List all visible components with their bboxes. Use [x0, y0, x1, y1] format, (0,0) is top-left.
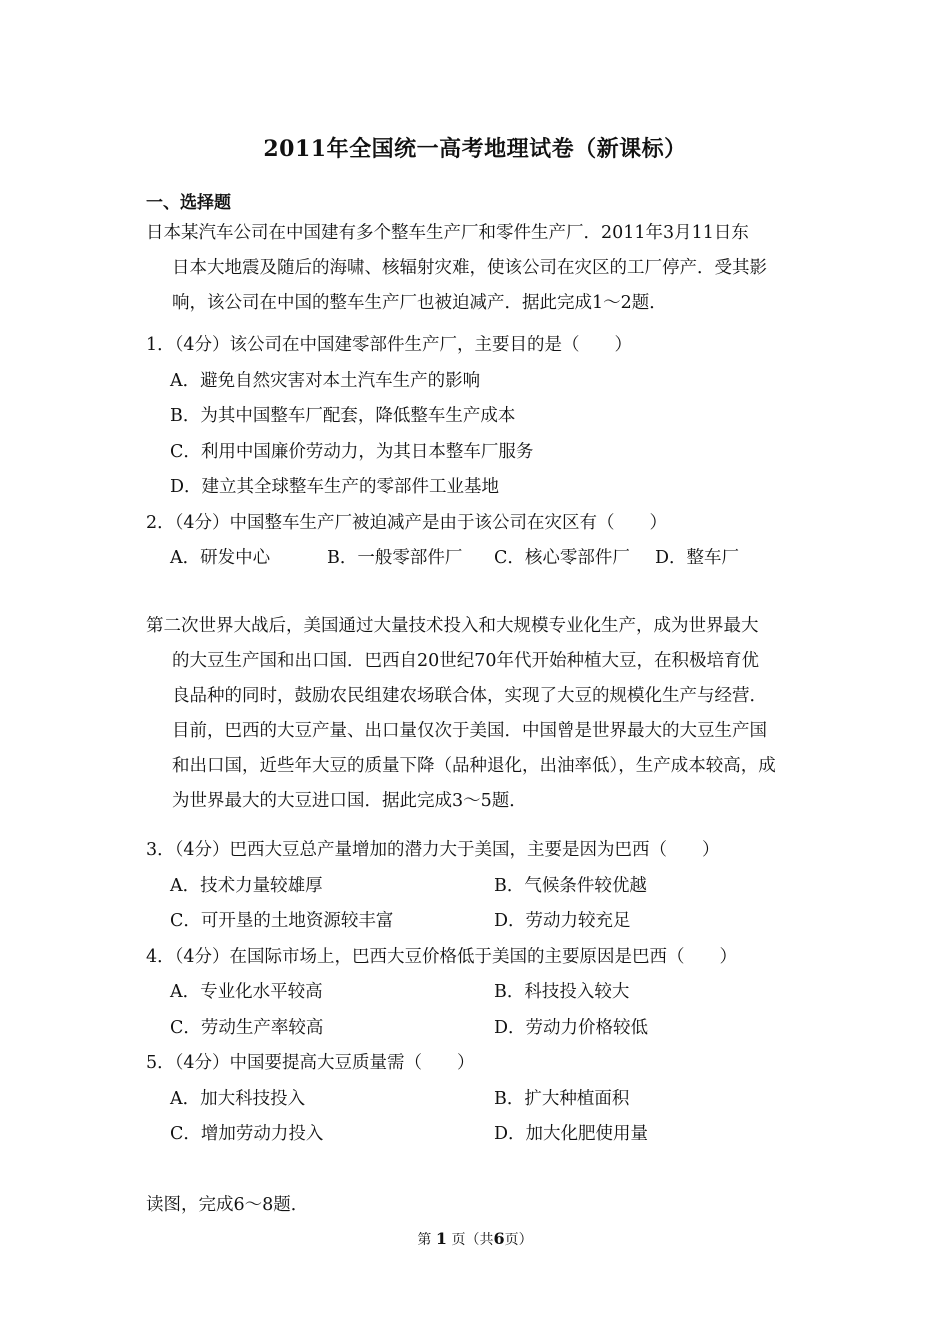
passage-3: 读图，完成6～8题．	[146, 1195, 309, 1215]
passage-2	[146, 609, 814, 819]
q3-option-a: A．技术力量较雄厚	[170, 876, 323, 896]
question-2-stem: 2．（4分）中国整车生产厂被迫减产是由于该公司在灾区有（ ）	[146, 513, 668, 533]
footer-middle: 页（共	[451, 1232, 494, 1248]
q1-option-c: C．利用中国廉价劳动力，为其日本整车厂服务	[170, 442, 534, 462]
q5-option-b: B．扩大种植面积	[494, 1089, 630, 1109]
section-heading: 一、选择题	[146, 193, 231, 213]
q2-option-b: B．一般零部件厂	[327, 548, 463, 568]
passage-line: 目前，巴西的大豆产量、出口量仅次于美国．中国曾是世界最大的大豆生产国	[172, 721, 767, 741]
passage-line: 良品种的同时，鼓励农民组建农场联合体，实现了大豆的规模化生产与经营．	[172, 686, 767, 706]
q3-option-b: B．气候条件较优越	[494, 876, 647, 896]
q4-option-b: B．科技投入较大	[494, 982, 630, 1002]
q5-option-c: C．增加劳动力投入	[170, 1124, 324, 1144]
q3-option-d: D．劳动力较充足	[494, 911, 631, 931]
question-4-stem: 4．（4分）在国际市场上，巴西大豆价格低于美国的主要原因是巴西（ ）	[146, 947, 738, 967]
passage-line: 第二次世界大战后，美国通过大量技术投入和大规模专业化生产，成为世界最大	[146, 616, 759, 636]
page-number: 1	[435, 1229, 447, 1248]
question-5-stem: 5．（4分）中国要提高大豆质量需（ ）	[146, 1053, 475, 1073]
passage-line: 和出口国，近些年大豆的质量下降（品种退化，出油率低），生产成本较高，成	[172, 756, 776, 776]
page-total: 6	[493, 1229, 505, 1248]
q1-option-d: D．建立其全球整车生产的零部件工业基地	[170, 477, 500, 497]
q5-option-d: D．加大化肥使用量	[494, 1124, 649, 1144]
passage-line: 日本大地震及随后的海啸、核辐射灾难，使该公司在灾区的工厂停产．受其影	[172, 258, 767, 278]
passage-line: 日本某汽车公司在中国建有多个整车生产厂和零件生产厂．2011年3月11日东	[146, 223, 749, 243]
page-footer	[0, 1229, 950, 1249]
q1-option-b: B．为其中国整车厂配套，降低整车生产成本	[170, 406, 516, 426]
question-3-stem: 3．（4分）巴西大豆总产量增加的潜力大于美国，主要是因为巴西（ ）	[146, 840, 720, 860]
passage-1	[146, 216, 814, 321]
passage-line: 的大豆生产国和出口国．巴西自20世纪70年代开始种植大豆，在积极培育优	[172, 651, 760, 671]
q2-option-c: C．核心零部件厂	[494, 548, 630, 568]
q4-option-d: D．劳动力价格较低	[494, 1018, 649, 1038]
footer-suffix: 页）	[504, 1232, 533, 1248]
q3-option-c: C．可开垦的土地资源较丰富	[170, 911, 394, 931]
passage-line: 为世界最大的大豆进口国．据此完成3～5题．	[172, 791, 527, 811]
q4-option-a: A．专业化水平较高	[170, 982, 323, 1002]
q4-option-c: C．劳动生产率较高	[170, 1018, 324, 1038]
q2-option-a: A．研发中心	[170, 548, 271, 568]
footer-prefix: 第	[417, 1232, 432, 1248]
page-title: 2011年全国统一高考地理试卷（新课标）	[263, 136, 687, 162]
q1-option-a: A．避免自然灾害对本土汽车生产的影响	[170, 371, 481, 391]
passage-line: 响，该公司在中国的整车生产厂也被迫减产．据此完成1～2题．	[172, 293, 667, 313]
question-1-stem: 1．（4分）该公司在中国建零部件生产厂，主要目的是（ ）	[146, 335, 633, 355]
q5-option-a: A．加大科技投入	[170, 1089, 306, 1109]
q2-option-d: D．整车厂	[655, 548, 740, 568]
